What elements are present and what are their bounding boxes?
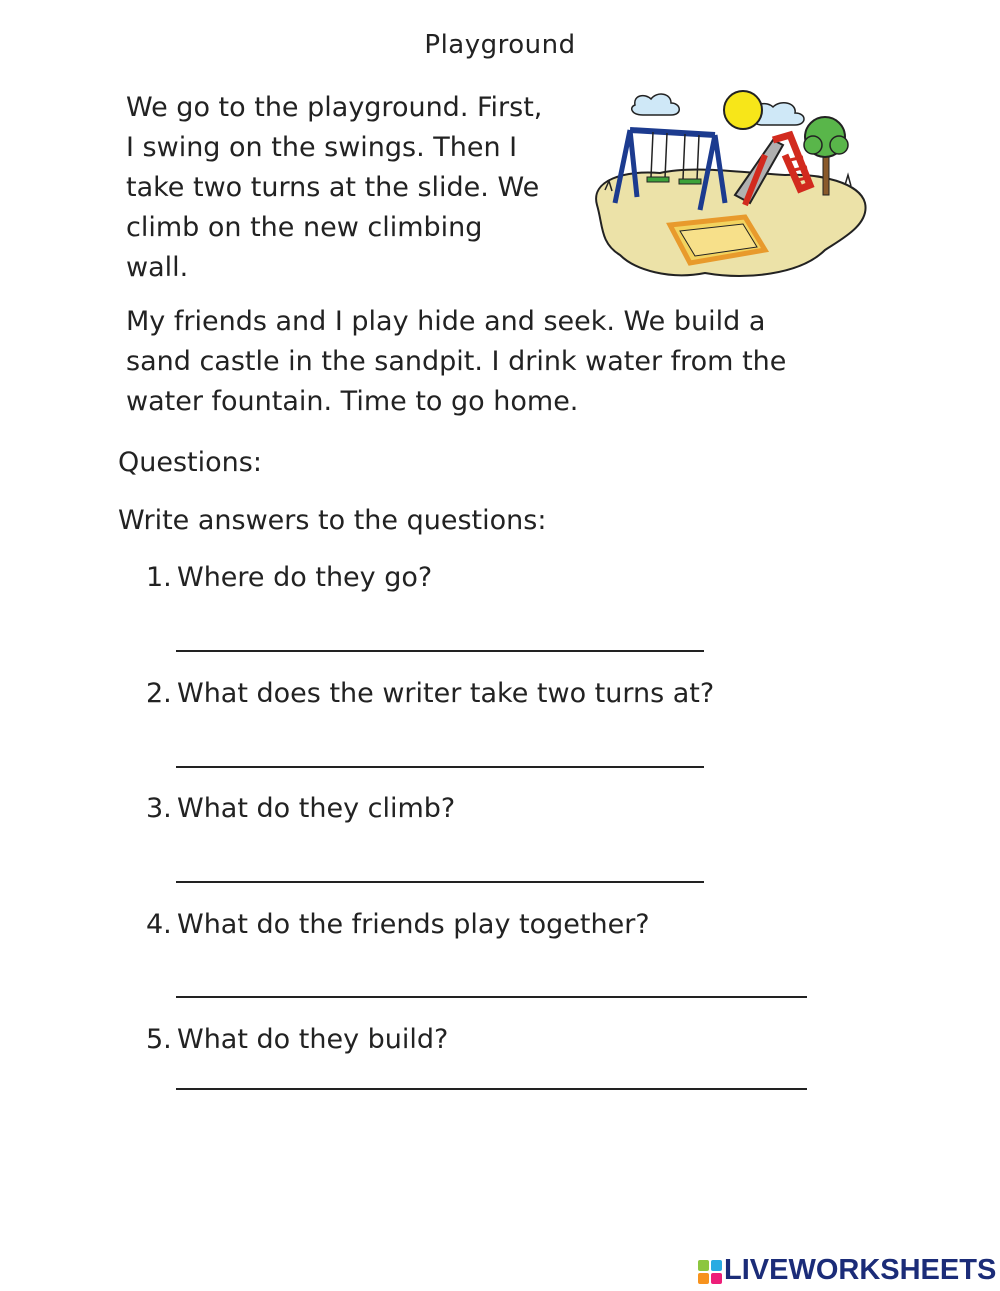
- story-line: water fountain. Time to go home.: [126, 386, 579, 417]
- story-line: take two turns at the slide. We: [126, 172, 540, 203]
- question-number: 2.: [146, 678, 172, 709]
- answer-line-3[interactable]: [176, 881, 704, 883]
- question-4: [146, 909, 650, 940]
- question-text: Where do they go?: [177, 562, 433, 593]
- story-line: My friends and I play hide and seek. We build a: [126, 306, 766, 337]
- question-2: [146, 678, 714, 709]
- story-paragraph-2: [126, 302, 846, 422]
- question-text: What do they climb?: [177, 793, 456, 824]
- story-paragraph-1: [126, 88, 596, 288]
- question-number: 1.: [146, 562, 172, 593]
- story-line: climb on the new climbing: [126, 212, 483, 243]
- questions-heading: Questions:: [118, 447, 262, 478]
- question-text: What do the friends play together?: [177, 909, 650, 940]
- story-line: sand castle in the sandpit. I drink water from the: [126, 346, 787, 377]
- story-line: I swing on the swings. Then I: [126, 132, 518, 163]
- question-text: What does the writer take two turns at?: [177, 678, 715, 709]
- question-number: 4.: [146, 909, 172, 940]
- answer-line-5[interactable]: [176, 1088, 807, 1090]
- brand-name: LIVEWORKSHEETS: [724, 1254, 997, 1286]
- answer-line-2[interactable]: [176, 766, 704, 768]
- playground-illustration-icon: [585, 85, 870, 285]
- story-line: wall.: [126, 252, 189, 283]
- answer-line-1[interactable]: [176, 650, 704, 652]
- page-title: Playground: [424, 30, 576, 60]
- liveworksheets-logo-icon: [698, 1260, 722, 1284]
- question-number: 3.: [146, 793, 172, 824]
- story-line: We go to the playground. First,: [126, 92, 543, 123]
- question-5: [146, 1024, 448, 1055]
- question-number: 5.: [146, 1024, 172, 1055]
- question-3: [146, 793, 455, 824]
- answer-line-4[interactable]: [176, 996, 807, 998]
- instructions: Write answers to the questions:: [118, 505, 547, 536]
- question-1: [146, 562, 432, 593]
- question-text: What do they build?: [177, 1024, 449, 1055]
